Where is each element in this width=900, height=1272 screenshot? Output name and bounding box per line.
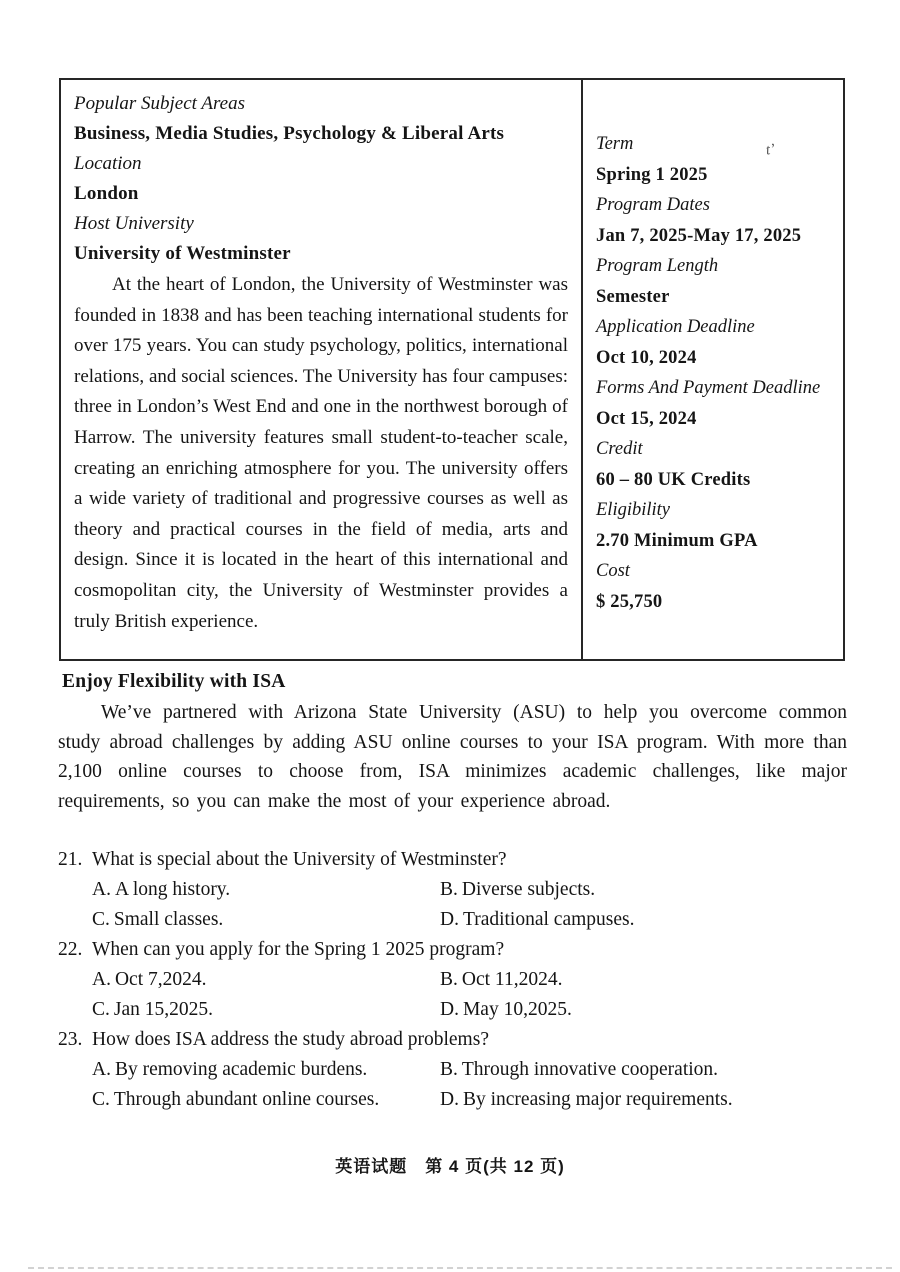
question-text: How does ISA address the study abroad problems?: [92, 1029, 489, 1050]
question-22: [58, 935, 850, 1025]
option-text: May 10,2025.: [462, 999, 572, 1020]
field-value-cost: $ 25,750: [596, 591, 663, 612]
field-value-program-length: Semester: [596, 286, 670, 307]
field-value-host-university: University of Westminster: [74, 243, 291, 264]
field-value-location: London: [74, 183, 139, 204]
program-info-box: [59, 78, 845, 661]
field-value-popular-subject-areas: Business, Media Studies, Psychology & Liberal Arts: [74, 123, 505, 144]
question-23: [58, 1025, 850, 1115]
field-label-popular-subject-areas: Popular Subject Areas: [74, 93, 245, 114]
option-key: B.: [440, 1059, 458, 1080]
question-number: 21.: [58, 849, 83, 870]
field-label-cost: Cost: [596, 561, 630, 581]
field-value-forms-payment-deadline: Oct 15, 2024: [596, 408, 697, 429]
option-22-C: [92, 995, 440, 1025]
question-21-stem: [58, 845, 850, 875]
field-label-forms-payment-deadline: Forms And Payment Deadline: [596, 378, 821, 398]
field-label-host-university: Host University: [74, 213, 194, 234]
option-21-A: [92, 875, 440, 905]
question-number: 23.: [58, 1029, 83, 1050]
field-value-term: Spring 1 2025: [596, 164, 708, 185]
question-text: What is special about the University of Westminster?: [92, 849, 507, 870]
field-value-application-deadline: Oct 10, 2024: [596, 347, 697, 368]
field-label-location: Location: [74, 153, 142, 174]
option-text: By increasing major requirements.: [462, 1089, 733, 1110]
option-23-C: [92, 1085, 440, 1115]
option-key: A.: [92, 969, 111, 990]
question-number: 22.: [58, 939, 83, 960]
university-description-text: At the heart of London, the University of Westminster was founded in 1838 and has been teaching international students for over 175 years. You can study psychology, politics, international relations, and social sciences. The University has four campuses: three in London’s West End and one in the northwest borough of Harrow. The university features small student-to-teacher scale, creating an enriching atmosphere for you. The university offers a wide variety of traditional and progressive courses as well as theory and practical courses in the field of media, arts and design. Since it is located in the heart of this international and cosmopolitan city, the University of Westminster provides a truly British experience.: [74, 274, 568, 632]
option-key: C.: [92, 1089, 110, 1110]
option-23-D: [440, 1085, 850, 1115]
field-label-credit: Credit: [596, 439, 643, 459]
option-text: Oct 11,2024.: [461, 969, 563, 990]
option-text: Small classes.: [113, 909, 224, 930]
isa-paragraph: [58, 698, 847, 816]
program-description-cell: [61, 80, 583, 659]
scan-edge-artifact: [28, 1267, 892, 1269]
question-23-stem: [58, 1025, 850, 1055]
option-text: Jan 15,2025.: [113, 999, 214, 1020]
field-label-application-deadline: Application Deadline: [596, 317, 755, 337]
question-23-options-row-1: [58, 1055, 850, 1085]
isa-paragraph-text: We’ve partnered with Arizona State University (ASU) to help you overcome common study abroad challenges by adding ASU online courses to your ISA program. With more than 2,100 online courses to choose from, ISA minimizes academic challenges, like major requirements, so you can make the most of your experience abroad.: [58, 702, 847, 812]
option-text: Oct 7,2024.: [114, 969, 207, 990]
option-21-B: [440, 875, 850, 905]
isa-section: [58, 671, 847, 816]
option-key: D.: [440, 909, 459, 930]
option-21-C: [92, 905, 440, 935]
option-22-A: [92, 965, 440, 995]
option-key: D.: [440, 999, 459, 1020]
question-22-options-row-1: [58, 965, 850, 995]
question-23-options-row-2: [58, 1085, 850, 1115]
option-21-D: [440, 905, 850, 935]
option-23-A: [92, 1055, 440, 1085]
field-value-program-dates: Jan 7, 2025-May 17, 2025: [596, 225, 802, 246]
university-description-paragraph: [74, 270, 568, 637]
option-key: C.: [92, 909, 110, 930]
option-text: Through innovative cooperation.: [461, 1059, 719, 1080]
option-text: A long history.: [114, 879, 231, 900]
question-21-options-row-1: [58, 875, 850, 905]
field-label-eligibility: Eligibility: [596, 500, 670, 520]
field-value-credit: 60 – 80 UK Credits: [596, 469, 751, 490]
field-value-eligibility: 2.70 Minimum GPA: [596, 530, 758, 551]
field-label-program-length: Program Length: [596, 256, 719, 276]
option-23-B: [440, 1055, 850, 1085]
questions-block: [58, 845, 850, 1115]
question-21: [58, 845, 850, 935]
question-22-stem: [58, 935, 850, 965]
question-21-options-row-2: [58, 905, 850, 935]
option-key: A.: [92, 879, 111, 900]
option-text: Diverse subjects.: [461, 879, 596, 900]
field-label-program-dates: Program Dates: [596, 195, 710, 215]
handwritten-pen-mark: t’: [764, 141, 776, 159]
option-text: By removing academic burdens.: [114, 1059, 368, 1080]
question-text: When can you apply for the Spring 1 2025 program?: [92, 939, 505, 960]
isa-section-heading: Enjoy Flexibility with ISA: [62, 671, 286, 692]
option-key: B.: [440, 879, 458, 900]
option-22-B: [440, 965, 850, 995]
option-22-D: [440, 995, 850, 1025]
page-footer: 英语试题 第 4 页(共 12 页): [335, 1157, 565, 1176]
question-22-options-row-2: [58, 995, 850, 1025]
program-facts-cell: [583, 80, 843, 659]
option-text: Through abundant online courses.: [113, 1089, 380, 1110]
option-text: Traditional campuses.: [462, 909, 635, 930]
option-key: D.: [440, 1089, 459, 1110]
option-key: C.: [92, 999, 110, 1020]
field-label-term: Term: [596, 134, 634, 154]
option-key: A.: [92, 1059, 111, 1080]
option-key: B.: [440, 969, 458, 990]
